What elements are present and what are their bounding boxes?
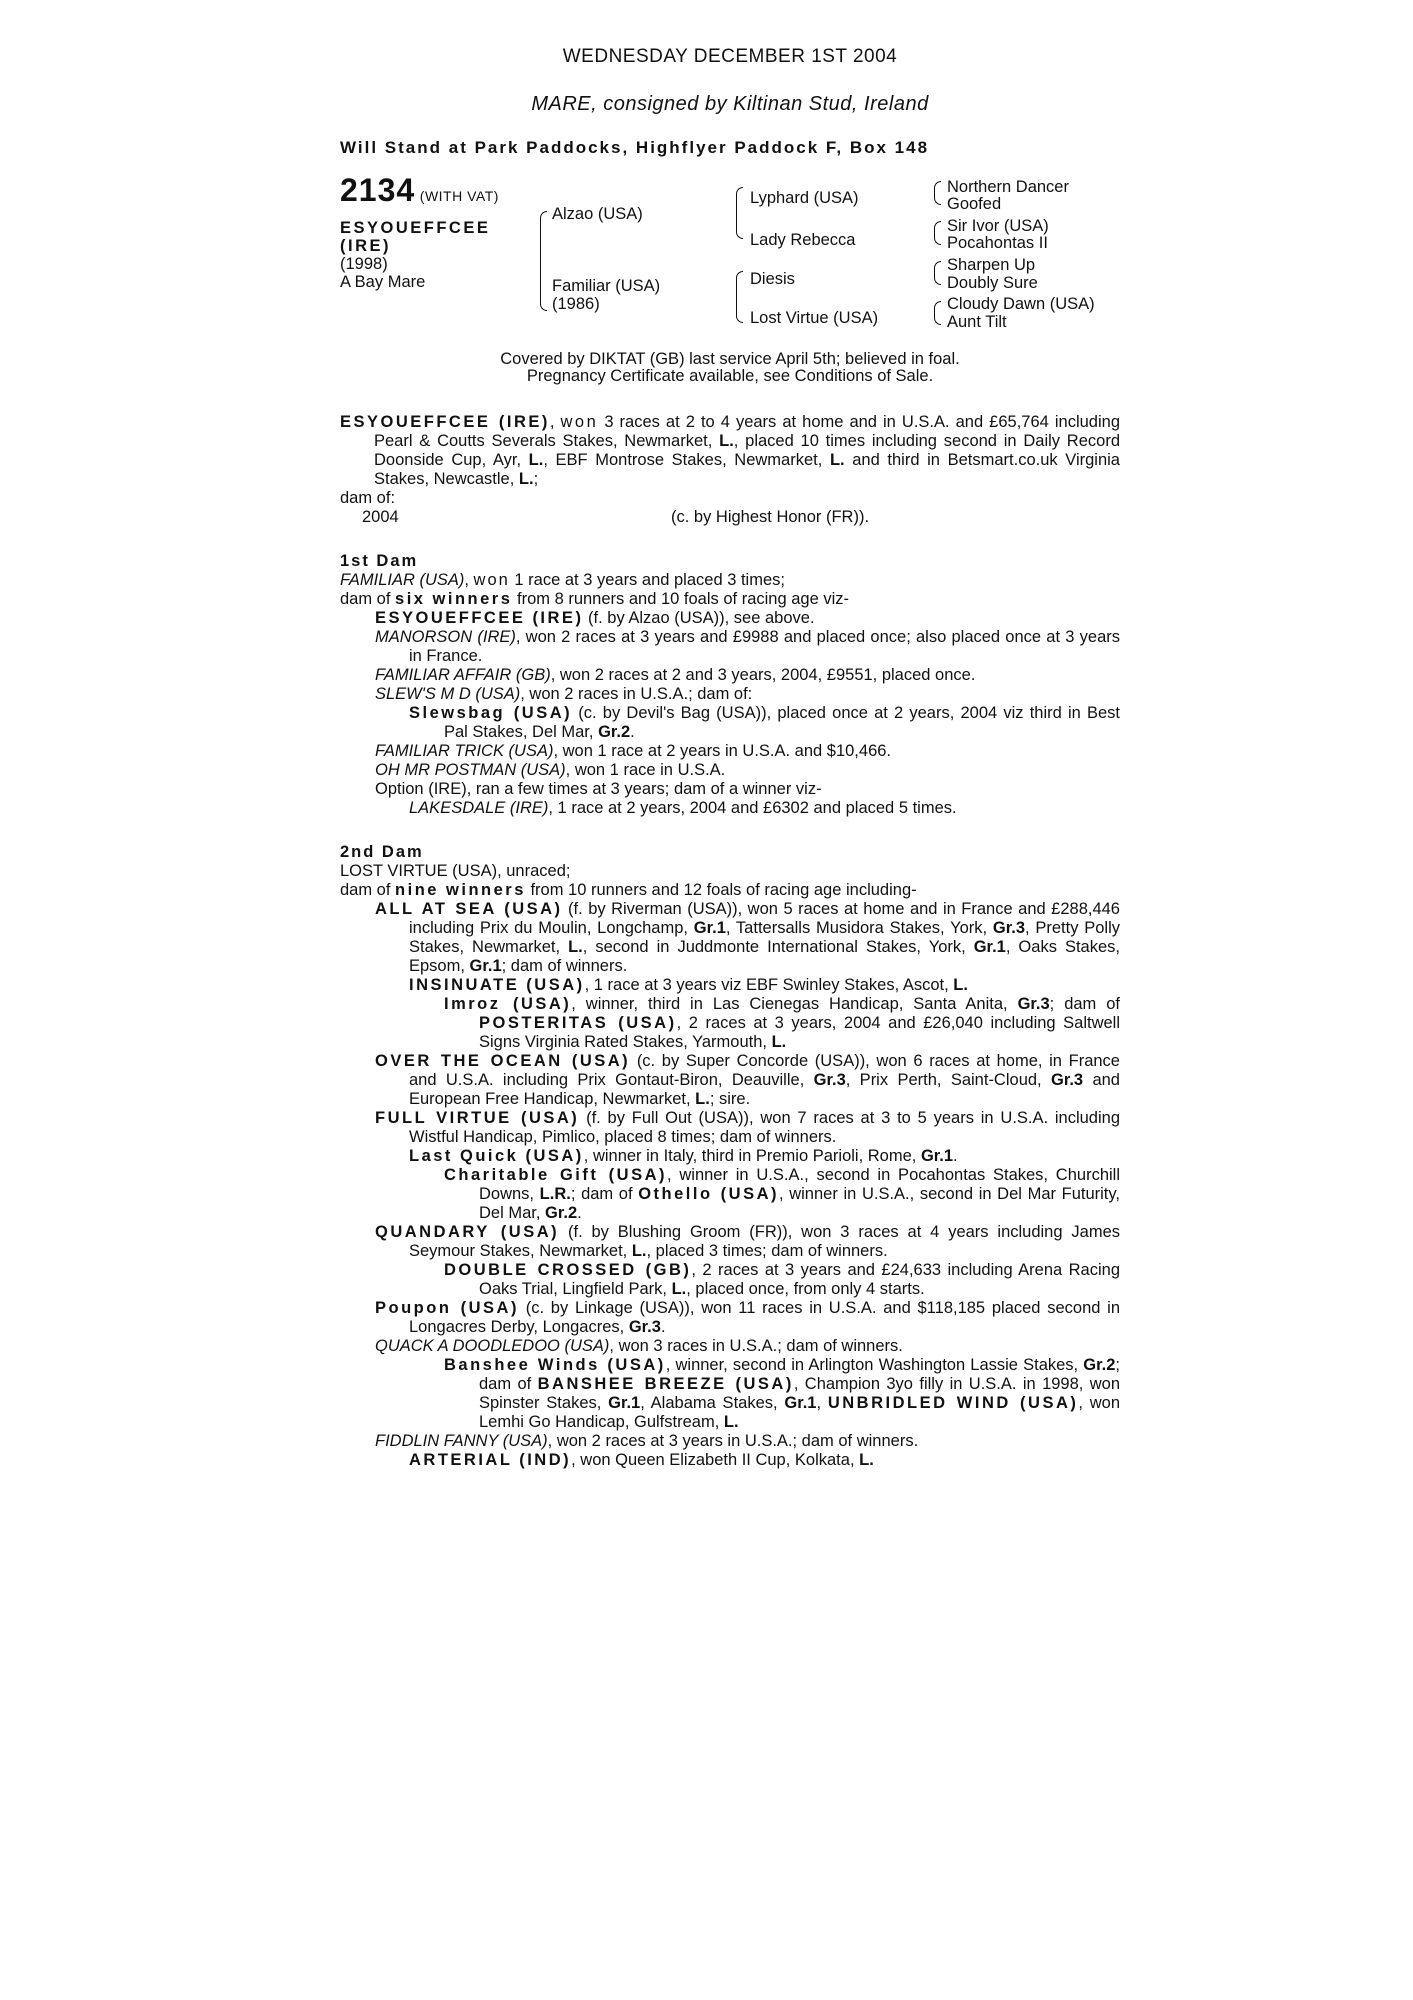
pedigree-ddd: Aunt Tilt (947, 313, 1007, 331)
horse-country: (IRE) (340, 237, 391, 255)
grade: Gr.1 (920, 1147, 954, 1165)
horse-year: (1998) (340, 255, 388, 273)
text: , winner, second in Arlington Washington Lassie Stakes, (665, 1356, 1084, 1374)
text: and European Free Handicap, Newmarket, (409, 1071, 1120, 1108)
text: ; dam of (479, 1356, 1120, 1393)
text: 3 races at 2 to 4 years at home and in U.S.A. and £65,764 including Pearl & Coutts Severals Stakes, Newmarket, (374, 413, 1120, 450)
grade: L. (859, 1451, 874, 1469)
text: , Champion 3yo filly in U.S.A. in 1998, won Spinster Stakes, (479, 1375, 1121, 1412)
produce-desc: (c. by Highest Honor (FR)). (671, 508, 870, 526)
produce-subentry (340, 1166, 1120, 1223)
produce-name: OH MR POSTMAN (USA) (375, 761, 566, 779)
pedigree-table (340, 172, 1120, 349)
text: , winner in U.S.A., second in Del Mar Futurity, Del Mar, (479, 1185, 1120, 1222)
produce-name: Othello (USA) (638, 1185, 779, 1203)
produce-name: QUANDARY (USA) (375, 1223, 560, 1241)
produce-name: FULL VIRTUE (USA) (375, 1109, 580, 1127)
grade: L. (631, 1242, 647, 1260)
produce-name: INSINUATE (USA) (409, 976, 585, 994)
sale-date: WEDNESDAY DECEMBER 1ST 2004 (562, 46, 898, 67)
produce-entry (340, 666, 1120, 685)
produce-name: FIDDLIN FANNY (USA) (375, 1432, 548, 1450)
text: , won 2 races in U.S.A.; dam of: (520, 685, 753, 703)
text: , EBF Montrose Stakes, Newmarket, (543, 451, 830, 469)
text: , (816, 1394, 828, 1412)
text: 1 race at 3 years and placed 3 times; (509, 571, 785, 589)
dam-of-label: dam of: (340, 489, 396, 507)
produce-name: Poupon (USA) (375, 1299, 519, 1317)
text: from 8 runners and 10 foals of racing age viz- (512, 590, 849, 608)
produce-subentry (340, 1356, 1120, 1432)
grade: L. (528, 451, 544, 469)
produce-name: LAKESDALE (IRE) (409, 799, 549, 817)
produce-entry (340, 1052, 1120, 1109)
first-dam-name: FAMILIAR (USA) (340, 571, 465, 589)
produce-entry (340, 900, 1120, 976)
produce-entry (340, 685, 1120, 704)
text: , won 1 race at 2 years in U.S.A. and $10,466. (553, 742, 892, 760)
brace-3c (934, 261, 941, 285)
produce-name: Last Quick (USA) (409, 1147, 584, 1165)
intro-horse-name: ESYOUEFFCEE (IRE) (340, 413, 550, 431)
text: , won 1 race in U.S.A. (565, 761, 726, 779)
produce-entry (340, 609, 1120, 628)
text: , second in Juddmonte International Stakes, York, (582, 938, 974, 956)
first-dam-line (340, 571, 1120, 590)
pedigree-dam-dam: Lost Virtue (USA) (750, 309, 879, 327)
grade: L. (953, 976, 968, 994)
produce-name: FAMILIAR TRICK (USA) (375, 742, 554, 760)
text: . (660, 1318, 666, 1336)
pedigree-sss: Northern Dancer (947, 178, 1069, 196)
text: dam of (340, 881, 396, 899)
pedigree-dam: Familiar (USA) (552, 277, 661, 295)
lot-number-block (340, 172, 499, 208)
brace-3d (934, 301, 941, 325)
grade: Gr.3 (1017, 995, 1050, 1013)
text: , winner in Italy, third in Premio Parioli, Rome, (583, 1147, 921, 1165)
produce-name: OVER THE OCEAN (USA) (375, 1052, 631, 1070)
grade: Gr.2 (598, 723, 631, 741)
text: ; dam of winners. (501, 957, 628, 975)
grade: Gr.1 (469, 957, 502, 975)
horse-description: A Bay Mare (340, 273, 426, 291)
produce-entry (340, 1337, 1120, 1356)
catalogue-page (340, 0, 1120, 1470)
produce-name: SLEW'S M D (USA) (375, 685, 521, 703)
grade: L. (695, 1090, 710, 1108)
covered-line-2: Pregnancy Certificate available, see Conditions of Sale. (526, 367, 934, 385)
grade: Gr.3 (813, 1071, 846, 1089)
grade: Gr.3 (1050, 1071, 1084, 1089)
text: , placed 3 times; dam of winners. (646, 1242, 888, 1260)
text: (f. by Riverman (USA)), won 5 races at home and in France and £288,446 including Prix du Moulin, Longchamp, (409, 900, 1120, 937)
second-dam-produce-line (340, 881, 1120, 900)
grade: Gr.3 (992, 919, 1025, 937)
text: , Oaks Stakes, Epsom, (409, 938, 1120, 975)
text: , won 2 races at 3 years and £9988 and placed once; also placed once at 3 years in France. (409, 628, 1121, 665)
text: , won Lemhi Go Handicap, Gulfstream, (479, 1394, 1121, 1431)
produce-entry (340, 742, 1120, 761)
text: , won Queen Elizabeth II Cup, Kolkata, (571, 1451, 860, 1469)
lot-number: 2134 (340, 172, 416, 208)
text: , placed 10 times including second in Daily Record Doonside Cup, Ayr, (374, 432, 1120, 469)
pedigree-sire: Alzao (USA) (552, 205, 643, 223)
second-dam-line: LOST VIRTUE (USA), unraced; (340, 862, 571, 880)
first-dam-produce-line (340, 590, 1120, 609)
produce-entry (340, 1109, 1120, 1147)
text: (c. by Devil's Bag (USA)), placed once at 2 years, 2004 viz third in Best Pal Stakes, Del Mar, (444, 704, 1121, 741)
text: . (577, 1204, 582, 1222)
grade: Gr.3 (628, 1318, 661, 1336)
produce-name: UNBRIDLED WIND (USA) (827, 1394, 1079, 1412)
text: dam of (340, 590, 396, 608)
produce-entry (340, 761, 1120, 780)
produce-name: Banshee Winds (USA) (444, 1356, 666, 1374)
grade: L. (719, 432, 734, 450)
grade: L. (723, 1413, 739, 1431)
text: (f. by Blushing Groom (FR)), won 3 races at 4 years including James Seymour Stakes, Newmarket, (409, 1223, 1120, 1260)
produce-entry (340, 1223, 1120, 1261)
text: , won 3 races in U.S.A.; dam of winners. (609, 1337, 903, 1355)
produce-subentry (340, 1451, 1120, 1470)
produce-subentry (340, 995, 1120, 1052)
pedigree-dsd: Doubly Sure (947, 274, 1038, 292)
produce-entry (340, 1432, 1120, 1451)
grade: Gr.2 (1083, 1356, 1116, 1374)
produce-entry (340, 628, 1120, 666)
text: , Alabama Stakes, (640, 1394, 785, 1412)
produce-subentry (340, 1261, 1120, 1299)
won-word: won (560, 413, 599, 431)
pedigree-dds: Cloudy Dawn (USA) (947, 295, 1095, 313)
produce-name: QUACK A DOODLEDOO (USA) (375, 1337, 610, 1355)
sire-dam-brace (540, 211, 547, 311)
text: ; dam of (570, 1185, 639, 1203)
pedigree-sds: Sir Ivor (USA) (947, 217, 1049, 235)
winners-count: six winners (395, 590, 513, 608)
won-word: won (473, 571, 510, 589)
produce-name: ALL AT SEA (USA) (375, 900, 563, 918)
text: , winner, third in Las Cienegas Handicap, Santa Anita, (571, 995, 1018, 1013)
grade: Gr.1 (784, 1394, 817, 1412)
text: (c. by Super Concorde (USA)), won 6 races at home, in France and U.S.A. including Prix Gontaut-Biron, Deauville, (409, 1052, 1120, 1089)
intro-paragraph (340, 413, 1120, 489)
text: (c. by Linkage (USA)), won 11 races in U.S.A. and $118,185 placed second in Longacres Derby, Longacres, (409, 1299, 1121, 1336)
produce-entry: Option (IRE), ran a few times at 3 years; dam of a winner viz- (375, 780, 822, 798)
text: . (630, 723, 635, 741)
text: , (464, 571, 474, 589)
produce-name: ESYOUEFFCEE (IRE) (375, 609, 584, 627)
produce-subentry (340, 1147, 1120, 1166)
second-dam-heading: 2nd Dam (340, 843, 424, 861)
produce-row (340, 508, 1120, 527)
produce-name: BANSHEE BREEZE (USA) (537, 1375, 794, 1393)
text: (f. by Full Out (USA)), won 7 races at 3 to 5 years in U.S.A. including Wistful Handicap, Pimlico, placed 8 times; dam of winners. (409, 1109, 1121, 1146)
produce-year: 2004 (362, 508, 399, 526)
consignor-line: MARE, consigned by Kiltinan Stud, Ireland (531, 93, 929, 115)
grade: L. (771, 1033, 787, 1051)
produce-name: ARTERIAL (IND) (409, 1451, 572, 1469)
text: (f. by Alzao (USA)), see above. (583, 609, 815, 627)
produce-name: MANORSON (IRE) (375, 628, 516, 646)
first-dam-heading: 1st Dam (340, 552, 419, 570)
produce-subentry (340, 704, 1120, 742)
produce-name: FAMILIAR AFFAIR (GB) (375, 666, 551, 684)
text: , Pretty Polly Stakes, Newmarket, (409, 919, 1120, 956)
text: , winner in U.S.A., second in Pocahontas Stakes, Churchill Downs, (479, 1166, 1120, 1203)
grade: L. (568, 938, 583, 956)
text: , won 2 races at 3 years in U.S.A.; dam of winners. (547, 1432, 919, 1450)
text: , placed once, from only 4 starts. (686, 1280, 925, 1298)
grade: L.R. (539, 1185, 571, 1203)
pedigree-sire-sire: Lyphard (USA) (750, 189, 859, 207)
dam-line-brace (736, 271, 743, 323)
grade: L. (829, 451, 845, 469)
horse-name: ESYOUEFFCEE (340, 219, 491, 237)
grade: Gr.1 (608, 1394, 641, 1412)
produce-name: Imroz (USA) (444, 995, 572, 1013)
text: . (953, 1147, 958, 1165)
sire-line-brace (736, 187, 743, 239)
pedigree-sdd: Pocahontas II (947, 234, 1048, 252)
brace-3a (934, 181, 941, 205)
text: , won 2 races at 2 and 3 years, 2004, £9551, placed once. (550, 666, 976, 684)
produce-name: Slewsbag (USA) (409, 704, 573, 722)
grade: Gr.1 (973, 938, 1006, 956)
pedigree-dam-sire: Diesis (750, 270, 795, 288)
pedigree-dss: Sharpen Up (947, 256, 1036, 274)
text: ; dam of (1049, 995, 1120, 1013)
text: , (549, 413, 561, 431)
text: , 1 race at 3 years viz EBF Swinley Stakes, Ascot, (584, 976, 954, 994)
produce-name: POSTERITAS (USA) (479, 1014, 677, 1032)
vat-note: (WITH VAT) (419, 188, 499, 204)
text: from 10 runners and 12 foals of racing age including- (525, 881, 917, 899)
produce-entry (340, 1299, 1120, 1337)
produce-subentry (340, 976, 1120, 995)
grade: L. (671, 1280, 687, 1298)
pedigree-sire-dam: Lady Rebecca (750, 231, 856, 249)
grade: L. (518, 470, 534, 488)
produce-name: DOUBLE CROSSED (GB) (444, 1261, 692, 1279)
text: and third in Betsmart.co.uk Virginia Stakes, Newcastle, (374, 451, 1120, 488)
covered-line-1: Covered by DIKTAT (GB) last service April 5th; believed in foal. (500, 350, 960, 368)
text: , 2 races at 3 years and £24,633 including Arena Racing Oaks Trial, Lingfield Park, (479, 1261, 1120, 1298)
pedigree-ssd: Goofed (947, 195, 1002, 213)
text: ; sire. (709, 1090, 751, 1108)
produce-name: Charitable Gift (USA) (444, 1166, 667, 1184)
brace-3b (934, 221, 941, 245)
winners-count: nine winners (395, 881, 526, 899)
grade: Gr.2 (545, 1204, 578, 1222)
grade: Gr.1 (693, 919, 726, 937)
stand-location: Will Stand at Park Paddocks, Highflyer Paddock F, Box 148 (340, 138, 930, 157)
produce-subentry (340, 799, 1120, 818)
text: , Prix Perth, Saint-Cloud, (845, 1071, 1051, 1089)
text: , Tattersalls Musidora Stakes, York, (725, 919, 993, 937)
text: ; (533, 470, 539, 488)
text: , 2 races at 3 years, 2004 and £26,040 including Saltwell Signs Virginia Rated Stakes, Yarmouth, (479, 1014, 1120, 1051)
pedigree-dam-year: (1986) (552, 295, 600, 313)
text: , 1 race at 2 years, 2004 and £6302 and placed 5 times. (548, 799, 957, 817)
